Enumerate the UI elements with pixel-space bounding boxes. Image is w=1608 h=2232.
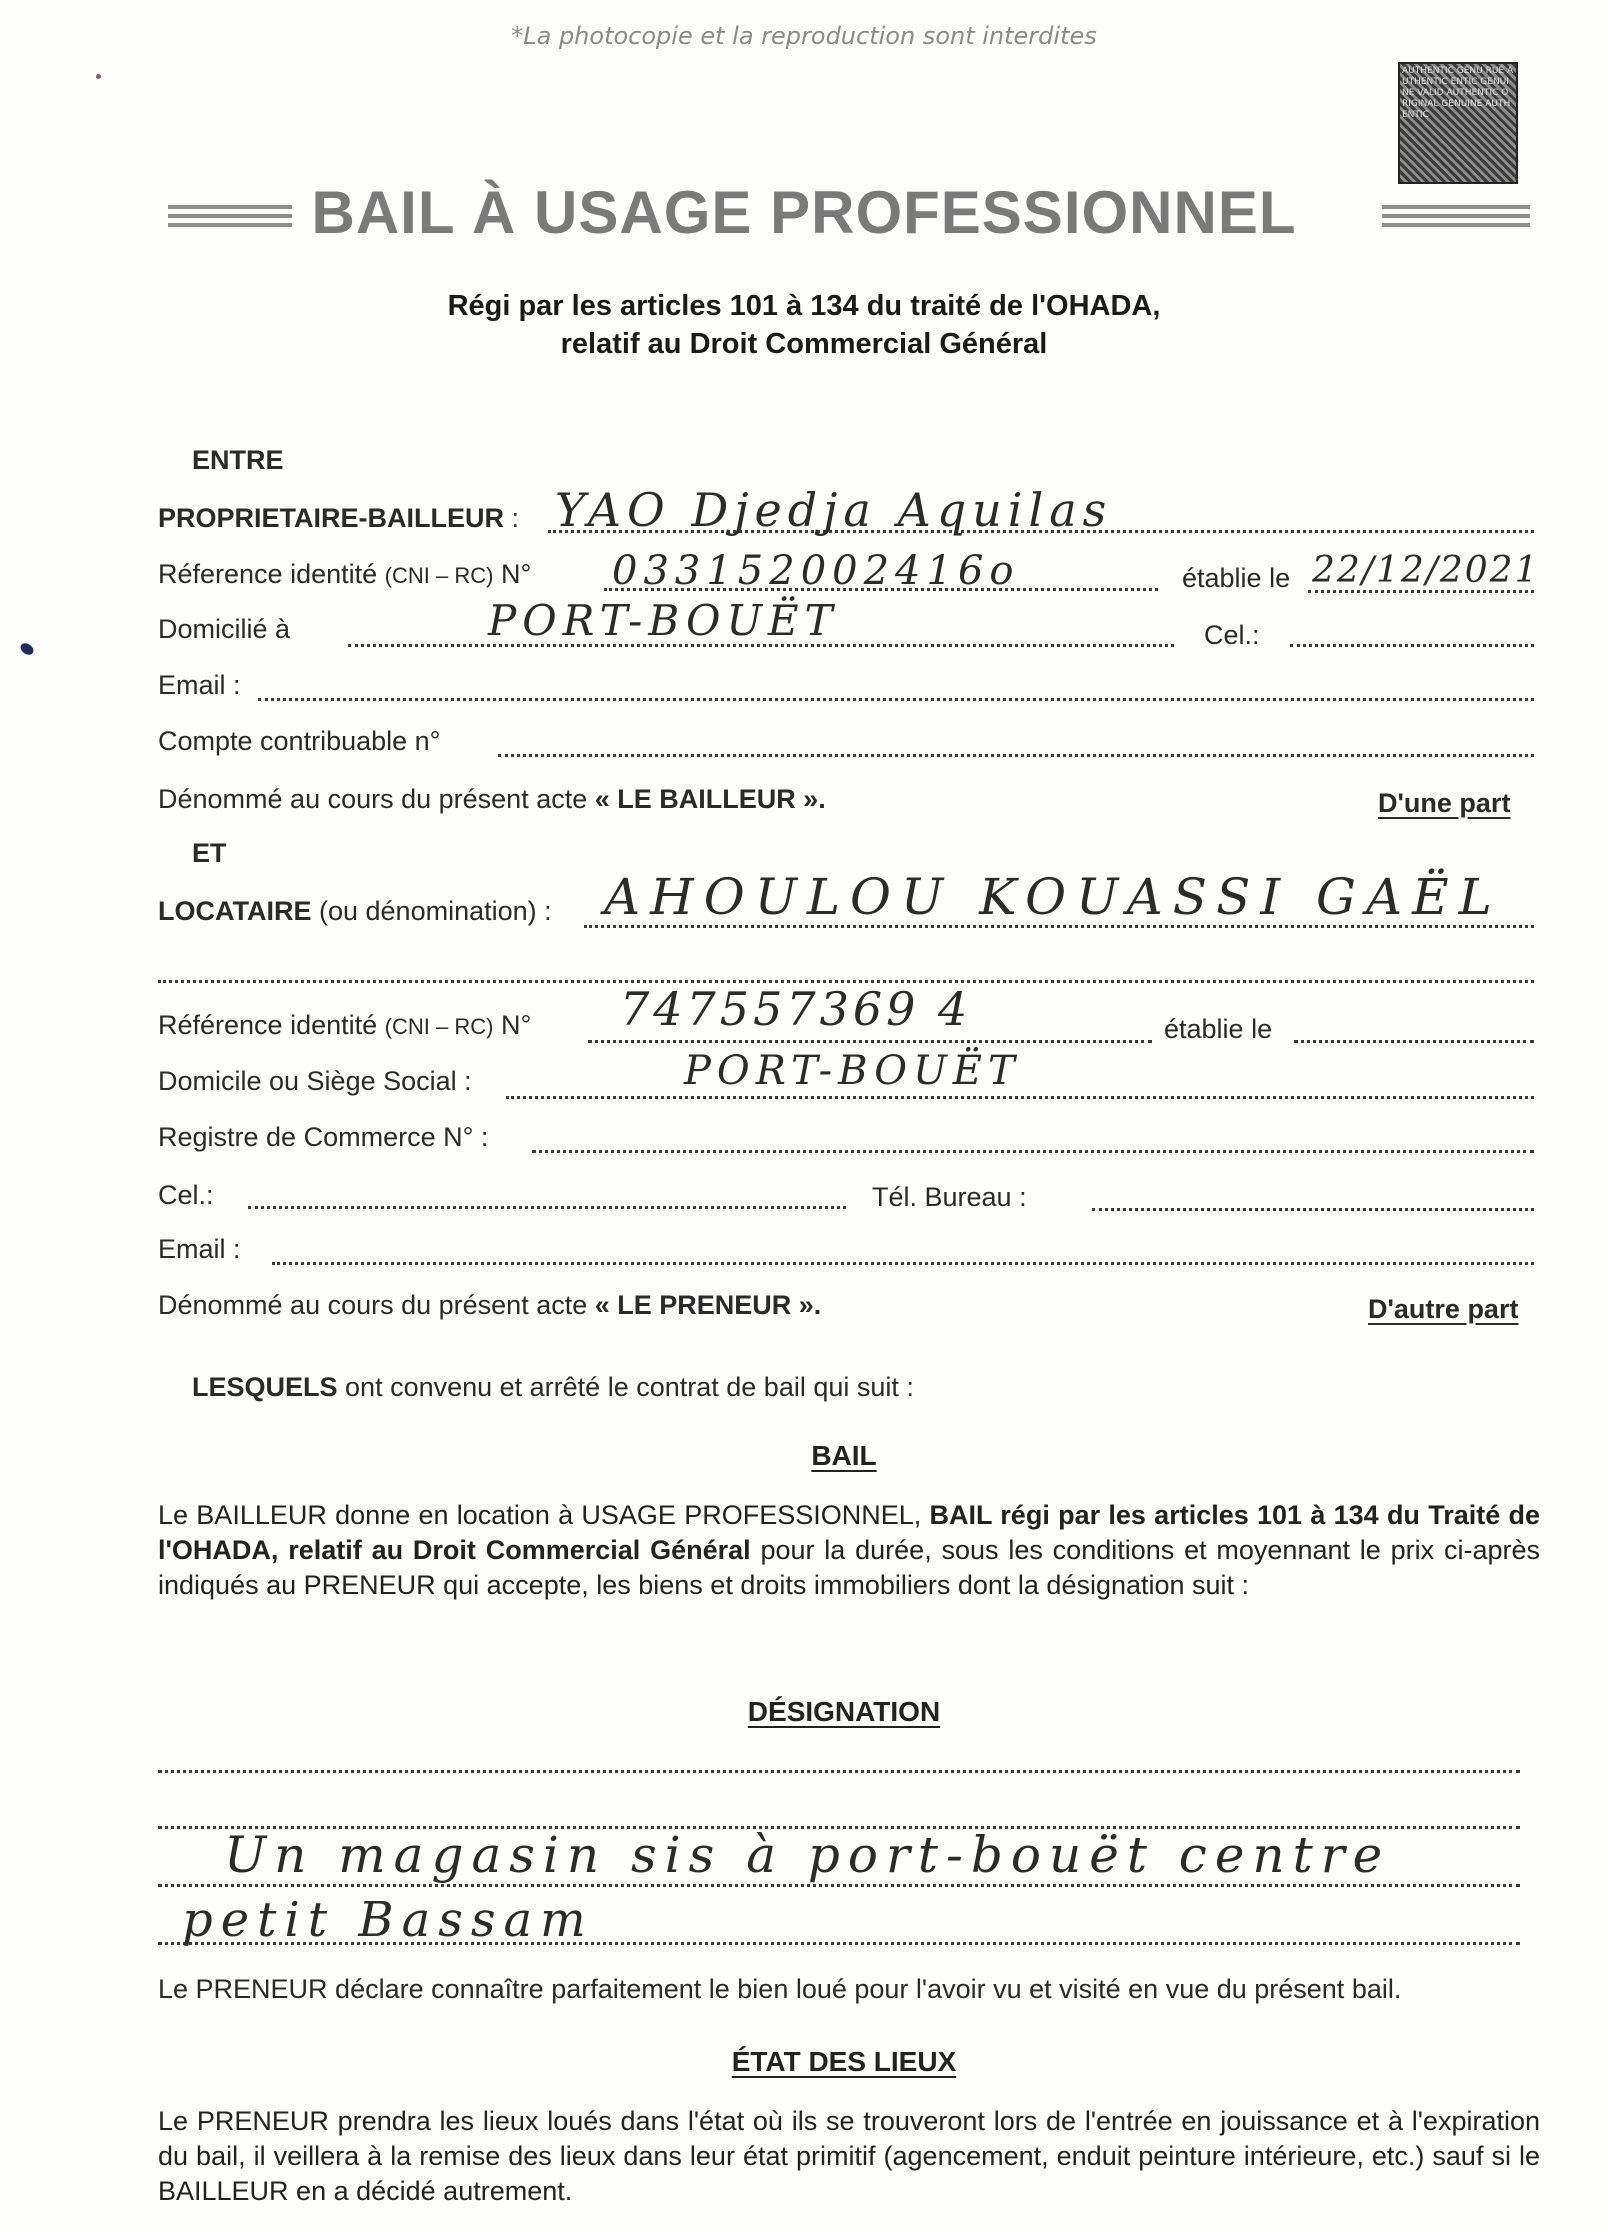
preneur-etablie-dotted-line [1294, 1040, 1534, 1043]
bail-paragraph-bold: BAIL régi par les articles 101 à 134 du Traité de l'OHADA, relatif au Droit Commercial Général [158, 1500, 1541, 1565]
reproduction-notice: *La photocopie et la reproduction sont interdites [511, 22, 1097, 50]
scan-speck [96, 74, 101, 79]
preneur-denomme-name: « LE PRENEUR ». [594, 1290, 822, 1320]
preneur-ref-dotted-line [588, 1040, 1152, 1043]
locataire-label: LOCATAIRE [158, 896, 312, 926]
designation-heading: DÉSIGNATION [747, 1696, 941, 1727]
compte-contribuable-label: Compte contribuable n° [158, 726, 441, 756]
preneur-cel-label: Cel.: [158, 1180, 214, 1210]
proprietaire-colon: : [504, 503, 520, 533]
designation-note: Le PRENEUR déclare connaître parfaitement le bien loué pour l'avoir vu et visité en vue du présent bail. [158, 1974, 1402, 2004]
bailleur-ref-handwritten-value: 033152002416o [612, 548, 1020, 594]
lesquels-line [192, 1372, 914, 1403]
preneur-ref-text: Référence identité [158, 1010, 378, 1040]
preneur-domicile-dotted-line [506, 1096, 1534, 1099]
etat-des-lieux-paragraph: Le PRENEUR prendra les lieux loués dans l'état où ils se trouveront lors de l'entrée en jouissance et à l'expiration du bail, il veillera à la remise des lieux dans leur état primitif (agencement, enduit peinture intérieure, etc.) sauf si le BAILLEUR en a décidé autrement. [158, 2106, 1540, 2206]
bailleur-email-label: Email : [158, 670, 241, 700]
entre-label: ENTRE [192, 445, 284, 475]
preneur-part-label: D'autre part [1368, 1294, 1519, 1324]
designation-handwritten-line-2: petit Bassam [182, 1892, 594, 1948]
bailleur-denomme [158, 784, 826, 815]
locataire-handwritten-value: AHOULOU KOUASSI GAËL [604, 868, 1502, 926]
registre-commerce-label: Registre de Commerce N° : [158, 1122, 489, 1152]
etat-des-lieux-heading: ÉTAT DES LIEUX [731, 2046, 957, 2077]
designation-dotted-line-3 [158, 1884, 1520, 1887]
locataire-suffix: (ou dénomination) : [319, 896, 552, 926]
document-title: BAIL À USAGE PROFESSIONNEL [311, 179, 1297, 246]
proprietaire-label: PROPRIETAIRE-BAILLEUR [158, 503, 505, 533]
bailleur-etablie-handwritten-value: 22/12/2021 [1312, 550, 1540, 591]
preneur-denomme-prefix: Dénommé au cours du présent acte [158, 1290, 588, 1320]
bail-paragraph-start: Le BAILLEUR donne en location à USAGE PROFESSIONNEL, [158, 1500, 930, 1530]
bailleur-part-label: D'une part [1378, 788, 1511, 818]
bail-paragraph [158, 1498, 1540, 1603]
authenticity-hologram-seal [1398, 62, 1518, 184]
ref-no: N° [500, 559, 532, 589]
scan-speck [18, 641, 35, 657]
registre-commerce-dotted-line [532, 1150, 1534, 1153]
bailleur-cel-label: Cel.: [1204, 620, 1260, 650]
proprietaire-field-label [158, 503, 519, 534]
bail-paragraph-rest: pour la durée, sous les conditions et moyennant le prix ci-après indiqués au PRENEUR qui accepte, les biens et droits immobiliers dont la désignation suit : [158, 1535, 1540, 1600]
bailleur-domicile-label: Domicilié à [158, 614, 291, 644]
preneur-email-label: Email : [158, 1234, 241, 1264]
proprietaire-handwritten-value: YAO Djedja Aquilas [555, 483, 1113, 537]
preneur-tel-bureau-label: Tél. Bureau : [872, 1182, 1027, 1212]
bailleur-domicile-handwritten-value: PORT-BOUËT [488, 596, 839, 645]
bailleur-denomme-prefix: Dénommé au cours du présent acte [158, 784, 588, 814]
bailleur-cel-dotted-line [1290, 644, 1534, 647]
preneur-cel-dotted-line [248, 1206, 846, 1209]
preneur-etablie-label: établie le [1164, 1014, 1273, 1044]
bailleur-denomme-name: « LE BAILLEUR ». [594, 784, 826, 814]
designation-dotted-line-1 [158, 1770, 1520, 1773]
preneur-ref-cni-rc: (CNI – RC) [384, 1014, 494, 1039]
lesquels-bold: LESQUELS [192, 1372, 338, 1402]
subtitle-line-2: relatif au Droit Commercial Général [560, 328, 1048, 360]
seal-text: AUTHENTIC GENU RUE AUTHENTIC ENTIC GENUINE VALID AUTHENTIC ORIGINAL GENUINE AUTHENTIC [1402, 66, 1514, 120]
designation-handwritten-line-1: Un magasin sis à port-bouët centre [224, 1826, 1391, 1884]
subtitle-line-1: Régi par les articles 101 à 134 du traité de l'OHADA, [447, 290, 1161, 322]
preneur-domicile-label: Domicile ou Siège Social : [158, 1066, 472, 1096]
ref-cni-rc: (CNI – RC) [384, 563, 494, 588]
bailleur-email-dotted-line [258, 698, 1534, 701]
compte-contribuable-dotted-line [498, 754, 1534, 757]
bailleur-etablie-label: établie le [1182, 563, 1291, 593]
preneur-tel-bureau-dotted-line [1092, 1208, 1534, 1211]
bailleur-ref-label [158, 559, 531, 590]
preneur-denomme [158, 1290, 821, 1321]
lesquels-rest: ont convenu et arrêté le contrat de bail qui suit : [337, 1372, 914, 1402]
et-label: ET [192, 838, 227, 868]
preneur-ref-no: N° [500, 1010, 532, 1040]
preneur-domicile-handwritten-value: PORT-BOUËT [684, 1048, 1021, 1094]
preneur-email-dotted-line [272, 1262, 1534, 1265]
preneur-ref-handwritten-value: 747557369 4 [620, 982, 972, 1036]
bail-heading: BAIL [811, 1440, 877, 1471]
locataire-field-label [158, 896, 552, 927]
preneur-ref-label [158, 1010, 531, 1041]
ref-text: Réference identité [158, 559, 378, 589]
